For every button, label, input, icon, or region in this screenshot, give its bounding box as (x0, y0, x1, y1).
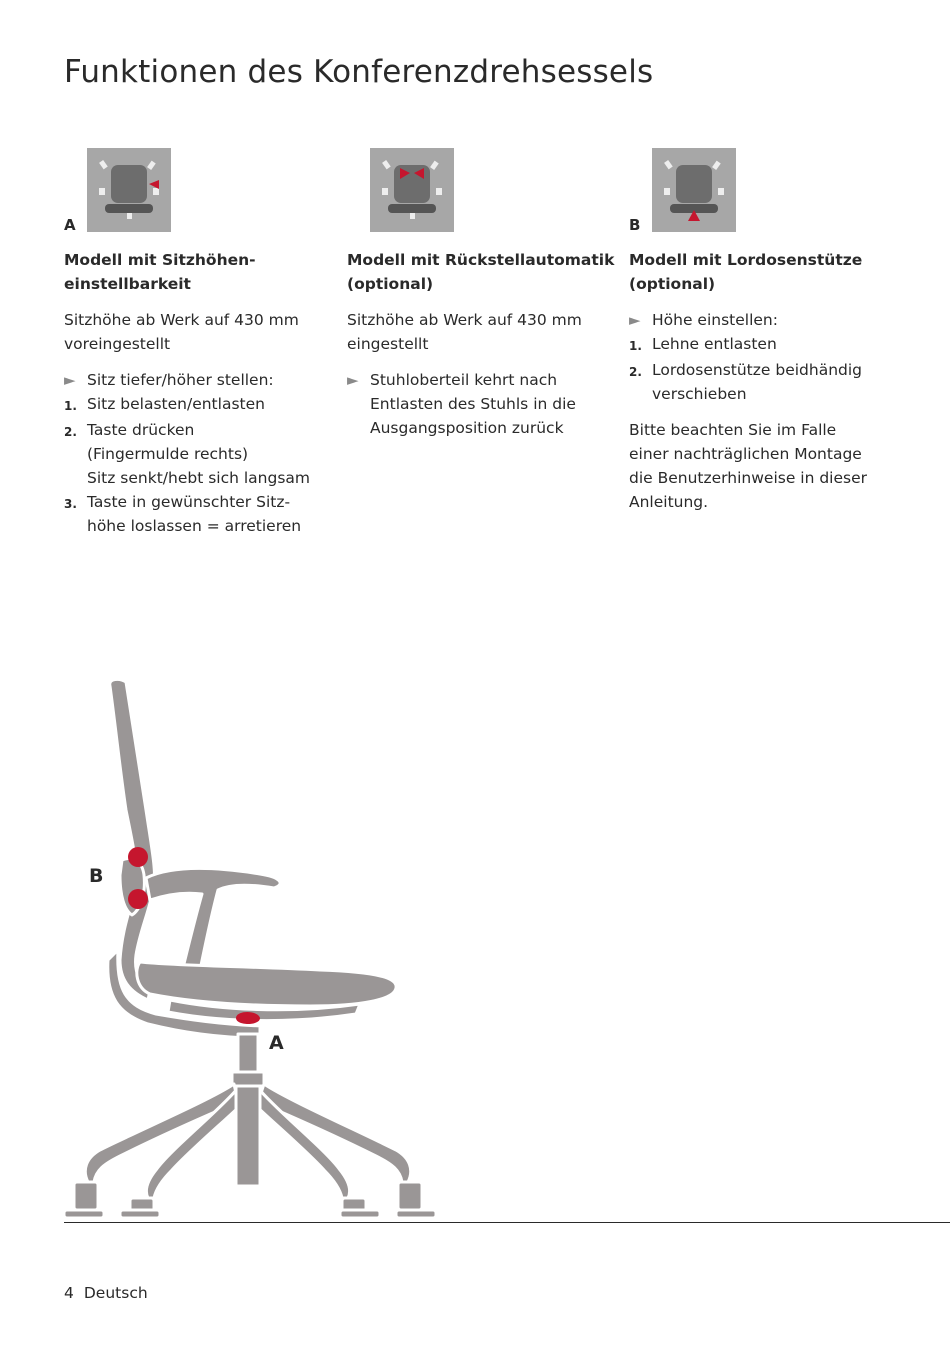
instruction-text: Taste drücken (Fingermulde rechts) Sitz senkt/hebt sich langsam (87, 421, 310, 487)
page-title: Funktionen des Konferenzdrehsessels (64, 54, 654, 90)
lumbar-support-marker-lower (128, 889, 148, 909)
step-number: 1. (629, 339, 642, 353)
feature-column-lumbar-support (629, 148, 899, 514)
page-number: 4 (64, 1284, 74, 1302)
instruction-text: Taste in gewünschter Sitz- höhe loslassen = arretieren (87, 493, 302, 535)
instruction-step (629, 332, 899, 358)
step-number: 2. (629, 365, 642, 379)
instruction-text: Lordosenstütze beidhändig verschieben (652, 361, 863, 403)
instruction-text: Lehne entlasten (652, 335, 777, 353)
feature-column-seat-height (64, 148, 334, 538)
page-footer (64, 1284, 148, 1302)
column-heading: Modell mit Lordosenstütze (optional) (629, 251, 863, 293)
column-heading: Modell mit Sitzhöhen- einstellbarkeit (64, 251, 256, 293)
column-paragraph: Sitzhöhe ab Werk auf 430 mm voreingestellt (64, 311, 299, 353)
lumbar-support-marker-upper (128, 847, 148, 867)
language-label: Deutsch (83, 1284, 148, 1302)
instruction-list (347, 368, 617, 440)
step-number: 3. (64, 497, 77, 511)
instruction-step (347, 368, 617, 440)
chair-top-return-mechanism-icon (370, 148, 454, 232)
chair-top-lumbar-support-icon (652, 148, 736, 232)
instruction-text: Sitz belasten/entlasten (87, 395, 265, 413)
instruction-step (64, 392, 334, 418)
step-number: 1. (64, 399, 77, 413)
column-note: Bitte beachten Sie im Falle einer nachträglichen Montage die Benutzerhinweise in dieser Anleitung. (629, 421, 868, 511)
column-letter: A (64, 216, 76, 234)
instruction-text: Höhe einstellen: (652, 311, 778, 329)
instruction-text: Stuhloberteil kehrt nach Entlasten des Stuhls in die Ausgangsposition zurück (370, 371, 576, 437)
chair-side-view-illustration (60, 670, 440, 1230)
diagram-label-a: A (269, 1032, 284, 1054)
instruction-step (64, 418, 334, 490)
instruction-step (64, 490, 334, 538)
chair-top-seat-height-icon (87, 148, 171, 232)
instruction-step (629, 308, 899, 332)
instruction-list (64, 368, 334, 538)
diagram-label-b: B (89, 865, 104, 887)
column-paragraph: Sitzhöhe ab Werk auf 430 mm eingestellt (347, 311, 582, 353)
arrow-icon: ► (64, 371, 76, 389)
feature-column-return-mechanism (347, 148, 617, 440)
arrow-icon: ► (347, 371, 359, 389)
floor-line (64, 1222, 950, 1223)
instruction-step (629, 358, 899, 406)
instruction-step (64, 368, 334, 392)
step-number: 2. (64, 425, 77, 439)
instruction-list (629, 308, 899, 406)
column-heading: Modell mit Rückstellautomatik (optional) (347, 251, 615, 293)
arrow-icon: ► (629, 311, 641, 329)
column-letter: B (629, 216, 641, 234)
instruction-text: Sitz tiefer/höher stellen: (87, 371, 274, 389)
